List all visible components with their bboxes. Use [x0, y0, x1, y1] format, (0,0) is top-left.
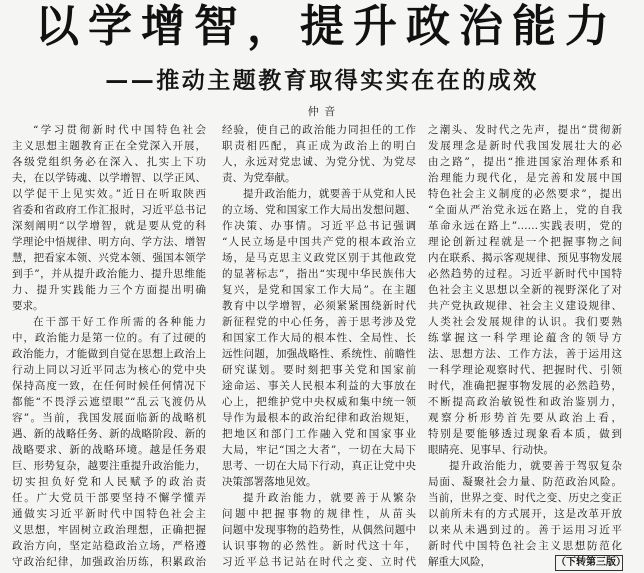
text-line: 大局，牢记“国之大者”，一切在大局下 [222, 444, 416, 456]
text-line: 研究谋划。要时刻把事关党和国家前 [222, 364, 416, 376]
text-line: 内在联系、揭示客观规律、预见事物发展 [428, 252, 622, 264]
text-line: 远性问题，加强战略性、系统性、前瞻性 [222, 348, 416, 360]
text-line: 解重大风险， [428, 556, 491, 568]
text-line: 行动上同以习近平同志为核心的党中央 [12, 364, 206, 376]
text-column-2 [222, 122, 416, 570]
text-line: “全面从严治党永远在路上，党的自我 [428, 204, 622, 216]
text-line: 必然趋势的过程。习近平新时代中国特 [428, 268, 622, 280]
text-line: 深刻阐明“以学增智，就是要从党的科 [12, 220, 206, 232]
text-line: 提升政治能力，就要善于驾驭复杂 [449, 460, 622, 472]
text-line: 复兴，是党和国家工作大局”。在主题 [222, 284, 416, 296]
text-line: 认识事物的必然性。新时代这十年， [222, 540, 416, 552]
text-line: 治理能力现代化，是完善和发展中国 [428, 172, 622, 184]
text-line: 教育中以学增智，必须紧紧围绕新时代 [222, 300, 416, 312]
continuation-note: （下转第三版） [555, 555, 623, 571]
text-line: 提升政治能力，就要善于从党和人民 [243, 188, 416, 200]
text-line: 途命运、事关人民根本利益的大事放在 [222, 380, 416, 392]
article-author: 仲 音 [307, 105, 337, 118]
text-line: 场，是马克思主义政党区别于其他政党 [222, 252, 416, 264]
text-line: 职责相匹配，真正成为政治上的明白 [222, 140, 416, 152]
text-line: “学习贯彻新时代中国特色社会 [33, 124, 206, 136]
text-line: 保持高度一致，在任何时候任何情况下 [12, 380, 206, 392]
text-line: 新时代中国特色社会主义思想防范化 [428, 540, 622, 552]
text-line: 和国家工作大局的根本性、全局性、长 [222, 332, 416, 344]
text-line: 决策部署落地见效。 [222, 476, 317, 488]
text-line: 特色社会主义制度的必然要求”，提出 [428, 188, 622, 200]
text-line: 色社会主义思想以全新的视野深化了对 [428, 284, 622, 296]
text-line: 提升政治能力，就要善于从繁杂 [243, 492, 416, 504]
text-line: 政治能力，才能做到自觉在思想上政治上 [12, 348, 206, 360]
text-line: 遇、新的战略任务、新的战略阶段、新的 [12, 428, 206, 440]
text-line: 以来从未遇到过的。善于运用习近平 [428, 524, 622, 536]
text-line: 理论创新过程就是一个把握事物之间 [428, 236, 622, 248]
text-line: 导作为最根本的政治纪律和政治规矩， [222, 412, 416, 424]
text-line: 之潮头、发时代之先声，提出“贯彻新 [428, 124, 622, 136]
text-line: 一科学理论观察时代、把握时代、引领 [428, 364, 622, 376]
text-line: 守政治纪律，加强政治历练，积累政治 [12, 556, 206, 568]
text-line: 革命永远在路上”……实践表明，党的 [428, 220, 622, 232]
text-line: 把地区和部门工作融入党和国家事业 [222, 428, 416, 440]
text-line: 慧，把看家本领、兴党本领、强国本领学 [12, 252, 206, 264]
text-line: 力、提升实践能力三个方面提出明确 [12, 284, 206, 296]
text-line: 由之路”，提出“推进国家治理体系和 [428, 156, 622, 168]
text-line: 各级党组织务必在深入、扎实上下功 [12, 156, 206, 168]
text-line: 的显著标志”，指出“实现中华民族伟大 [222, 268, 416, 280]
text-column-1 [12, 122, 206, 570]
text-line: 任。广大党员干部要坚持不懈学懂弄 [12, 492, 206, 504]
text-line: 作决策、办事情。习近平总书记强调 [222, 220, 416, 232]
text-line: 共产党执政规律、社会主义建设规律、 [428, 300, 622, 312]
article-subtitle: ——推动主题教育取得实实在在的成效 [105, 68, 539, 94]
text-line: “人民立场是中国共产党的根本政治立 [222, 236, 416, 248]
text-line: 通做实习近平新时代中国特色社会主 [12, 508, 206, 520]
text-line: 眼睛亮、见事早、行动快。 [428, 444, 554, 456]
text-line: 政治方向，坚定站稳政治立场，严格遵 [12, 540, 206, 552]
text-line: 法、思想方法、工作方法，善于运用这 [428, 348, 622, 360]
text-line: 切实担负好党和人民赋予的政治责 [12, 476, 206, 488]
text-line: 人，永远对党忠诚、为党分忧、为党尽 [222, 156, 416, 168]
text-line: 要求。 [12, 300, 44, 312]
text-line: 以学促干上见实效。”近日在听取陕西 [12, 188, 206, 200]
text-line: 责、为党奉献。 [222, 172, 296, 184]
text-line: 学理论中悟规律、明方向、学方法、增智 [12, 236, 206, 248]
text-line: 经验，使自己的政治能力同担任的工作 [222, 124, 416, 136]
text-line: 局面、凝聚社会力量、防范政治风险。 [428, 476, 622, 488]
text-line: 以前所未有的方式展开，这是改革开放 [428, 508, 622, 520]
text-line: 新征程党的中心任务，善于思考涉及党 [222, 316, 416, 328]
article-title: 以学增智，提升政治能力 [35, 1, 618, 52]
text-line: 当前，世界之变、时代之变、历史之变正 [428, 492, 622, 504]
text-line: 夫，在以学铸魂、以学增智、以学正风、 [12, 172, 206, 184]
text-line: 巨、形势复杂，越要注重提升政治能力， [12, 460, 206, 472]
text-line: 都能“不畏浮云遮望眼”“乱云飞渡仍从 [12, 396, 206, 408]
text-line: 特别是要能够透过现象看本质，做到 [428, 428, 622, 440]
text-line: 不断提高政治敏锐性和政治鉴别力， [428, 396, 622, 408]
text-line: 习近平总书记站在时代之变、立时代 [222, 556, 416, 568]
text-line: 时代，准确把握事物发展的必然趋势， [428, 380, 622, 392]
text-line: 中，政治能力是第一位的。有了过硬的 [12, 332, 206, 344]
text-line: 主义思想主题教育正在全党深入开展， [12, 140, 206, 152]
text-line: 到手”，并从提升政治能力、提升思维能 [12, 268, 206, 280]
text-line: 容”。当前，我国发展面临新的战略机 [12, 412, 206, 424]
text-line: 思考、一切在大局下行动，真正让党中央 [222, 460, 416, 472]
text-line: 人类社会发展规律的认识。我们要熟 [428, 316, 622, 328]
text-line: 心上，把维护党中央权威和集中统一领 [222, 396, 416, 408]
text-line: 义思想，牢固树立政治理想，正确把握 [12, 524, 206, 536]
text-line: 发展理念是新时代我国发展壮大的必 [428, 140, 622, 152]
text-line: 练掌握这一科学理论蕴含的领导方 [428, 332, 622, 344]
text-line: 在干部干好工作所需的各种能力 [33, 316, 206, 328]
text-line: 问题中发现事物的趋势性，从偶然问题中 [222, 524, 416, 536]
text-column-3 [428, 122, 622, 570]
text-line: 的立场、党和国家工作大局出发想问题、 [222, 204, 416, 216]
text-line: 战略要求、新的战略环境。越是任务艰 [12, 444, 206, 456]
text-line: 问题中把握事物的规律性，从苗头 [222, 508, 416, 520]
text-line: 观察分析形势首先要从政治上看， [428, 412, 622, 424]
text-line: 省委和省政府工作汇报时，习近平总书记 [12, 204, 206, 216]
